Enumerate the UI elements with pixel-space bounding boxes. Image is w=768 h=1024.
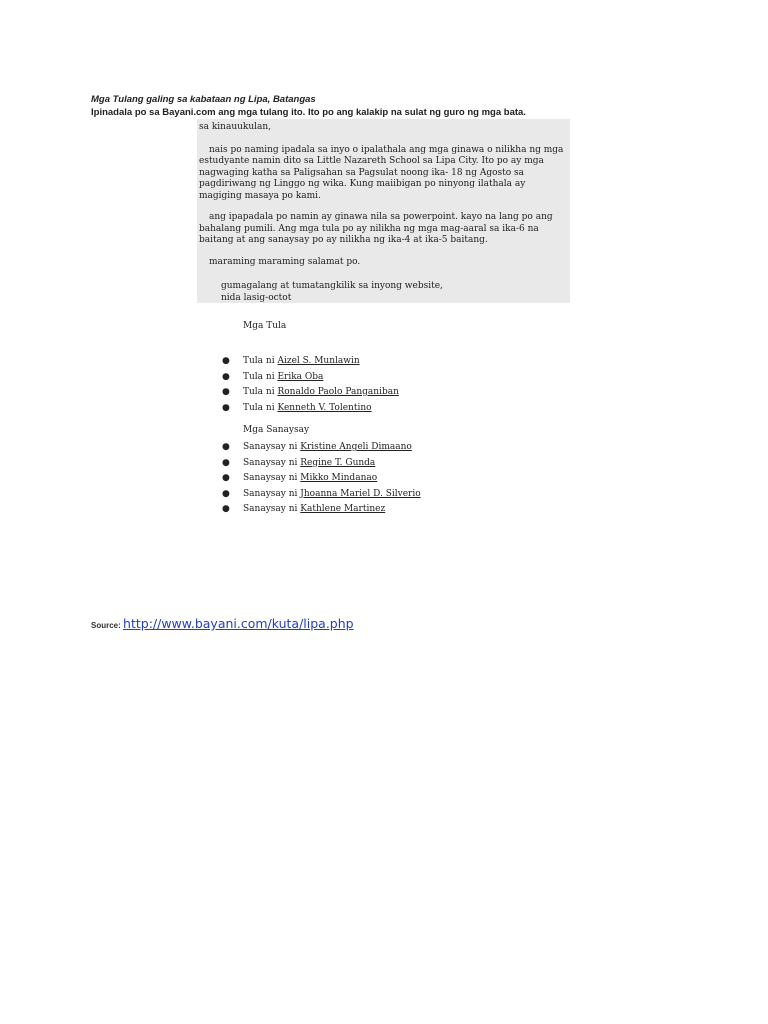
sanaysay-list bbox=[222, 441, 421, 519]
tula-heading: Mga Tula bbox=[243, 321, 287, 331]
letter-salutation: sa kinauukulan, bbox=[199, 122, 272, 132]
author-link[interactable]: Erika Oba bbox=[277, 371, 324, 382]
bullet-icon: ● bbox=[222, 442, 230, 452]
tula-list bbox=[222, 355, 399, 417]
bullet-icon: ● bbox=[222, 457, 230, 468]
list-item bbox=[222, 371, 399, 387]
author-link[interactable]: Mikko Mindanao bbox=[300, 473, 378, 483]
list-item-prefix: Sanaysay ni bbox=[243, 442, 298, 452]
author-link[interactable]: Kristine Angeli Dimaano bbox=[300, 442, 412, 452]
list-item bbox=[222, 441, 421, 457]
list-item bbox=[222, 457, 421, 473]
list-item bbox=[222, 472, 421, 488]
author-link[interactable]: Aizel S. Munlawin bbox=[277, 356, 360, 366]
bullet-icon: ● bbox=[222, 473, 230, 483]
author-link[interactable]: Jhoanna Mariel D. Silverio bbox=[300, 488, 421, 499]
author-link[interactable]: Kathlene Martinez bbox=[300, 504, 386, 514]
intro-text: Ipinadala po sa Bayani.com ang mga tulang ito. Ito po ang kalakip na sulat ng guro ng mga bata. bbox=[91, 107, 526, 118]
source-label: Source: bbox=[91, 621, 121, 630]
author-link[interactable]: Regine T. Gunda bbox=[300, 457, 376, 468]
document-title: Mga Tulang galing sa kabataan ng Lipa, Batangas bbox=[91, 94, 316, 105]
list-item-prefix: Tula ni bbox=[243, 371, 275, 382]
list-item-prefix: Tula ni bbox=[243, 387, 275, 397]
author-link[interactable]: Ronaldo Paolo Panganiban bbox=[277, 387, 399, 397]
list-item bbox=[222, 503, 421, 519]
list-item-prefix: Tula ni bbox=[243, 402, 275, 413]
bullet-icon: ● bbox=[222, 402, 230, 413]
list-item-prefix: Sanaysay ni bbox=[243, 504, 298, 514]
list-item bbox=[222, 355, 399, 371]
teacher-letter bbox=[197, 119, 570, 303]
letter-closing: gumagalang at tumatangkilik sa inyong website, bbox=[221, 281, 443, 291]
author-link[interactable]: Kenneth V. Tolentino bbox=[277, 402, 372, 413]
letter-paragraph-1: nais po naming ipadala sa inyo o ipalathala ang mga ginawa o nilikha ng mga estudyante namin dito sa Little Nazareth School sa Lipa City. Ito po ay mga nagwaging katha sa Paligsahan sa Pagsulat noong ika- 18 ng Agosto sa pagdiriwang ng Linggo ng wika. Kung maiibigan po ninyong ilathala ay magiging masaya po kami. bbox=[199, 144, 564, 201]
letter-paragraph-2: ang ipapadala po namin ay ginawa nila sa powerpoint. kayo na lang po ang bahalang pumili. Ang mga tula po ay nilikha ng mga mag-aaral sa ika-6 na baitang at ang sanaysay po ay nilikha ng ika-4 at ika-5 baitang. bbox=[199, 212, 553, 245]
letter-signature: nida lasig-octot bbox=[221, 292, 292, 303]
bullet-icon: ● bbox=[222, 371, 230, 382]
list-item-prefix: Tula ni bbox=[243, 356, 275, 366]
source-link[interactable]: http://www.bayani.com/kuta/lipa.php bbox=[123, 616, 354, 631]
list-item bbox=[222, 386, 399, 402]
bullet-icon: ● bbox=[222, 387, 230, 397]
list-item-prefix: Sanaysay ni bbox=[243, 457, 298, 468]
list-item-prefix: Sanaysay ni bbox=[243, 488, 298, 499]
bullet-icon: ● bbox=[222, 356, 230, 366]
list-item-prefix: Sanaysay ni bbox=[243, 473, 298, 483]
source-line bbox=[91, 616, 354, 631]
list-item bbox=[222, 402, 399, 418]
bullet-icon: ● bbox=[222, 504, 230, 514]
letter-thanks: maraming maraming salamat po. bbox=[209, 256, 361, 267]
bullet-icon: ● bbox=[222, 488, 230, 499]
sanaysay-heading: Mga Sanaysay bbox=[243, 425, 310, 435]
list-item bbox=[222, 488, 421, 504]
